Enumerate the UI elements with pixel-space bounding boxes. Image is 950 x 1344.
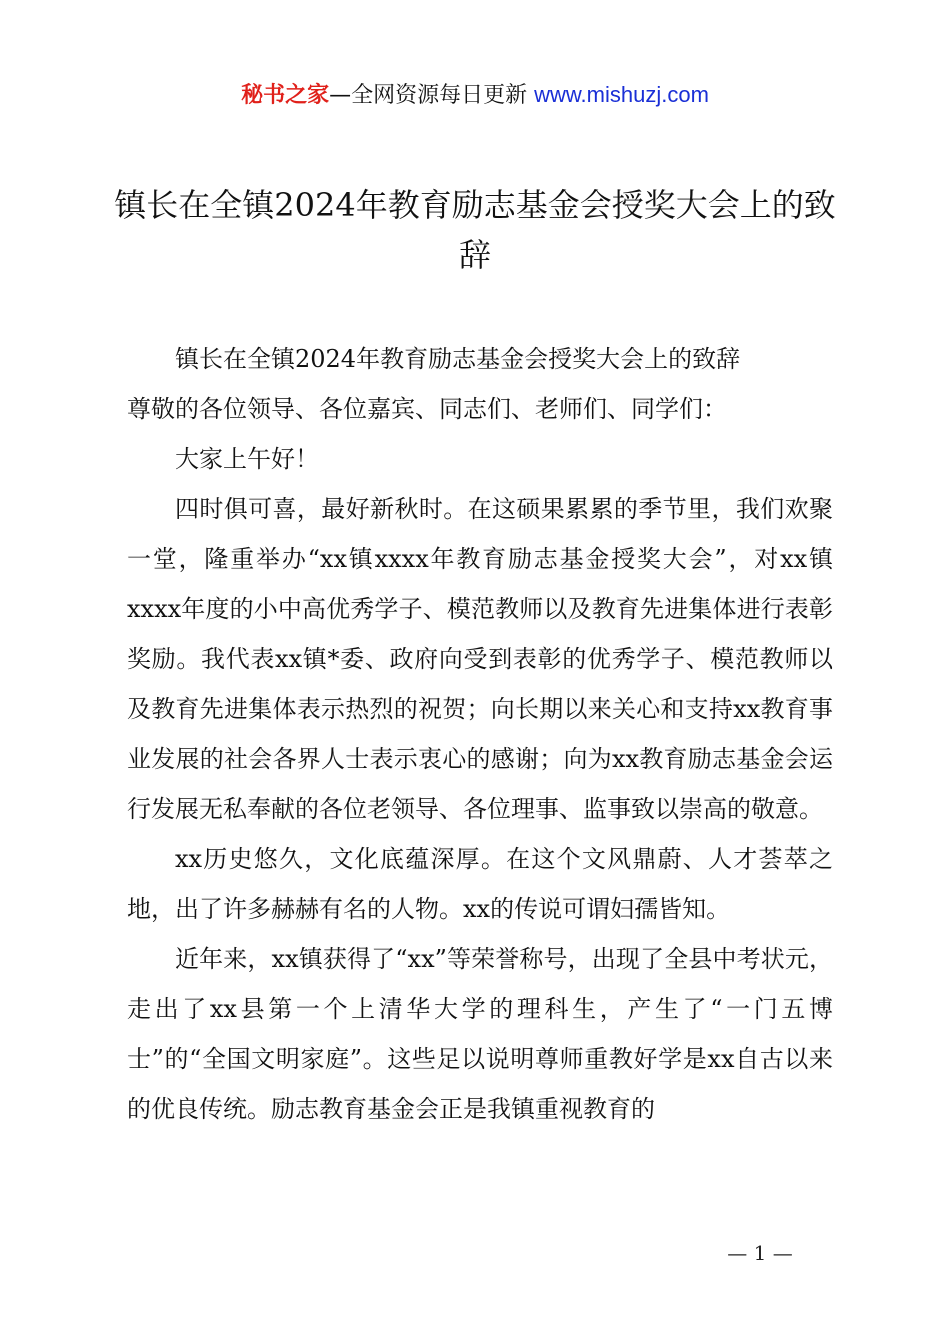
site-header [0, 80, 950, 111]
document-body [127, 334, 833, 1134]
website-link[interactable]: www.mishuzj.com [534, 82, 709, 107]
header-slogan: —全网资源每日更新 [329, 83, 528, 108]
paragraph-achievements: 近年来，xx镇获得了“xx”等荣誉称号，出现了全县中考状元，走出了xx县第一个上清华大学的理科生，产生了“一门五博士”的“全国文明家庭”。这些足以说明尊师重教好学是xx自古以来的优良传统。励志教育基金会正是我镇重视教育的 [127, 945, 833, 1123]
paragraph-heading-repeat: 镇长在全镇2024年教育励志基金会授奖大会上的致辞 [175, 345, 741, 373]
paragraph-greeting: 大家上午好！ [175, 445, 319, 473]
page-number: — 1 — [727, 1241, 793, 1265]
brand-name: 秘书之家 [241, 83, 330, 108]
paragraph-opening: 四时俱可喜，最好新秋时。在这硕果累累的季节里，我们欢聚一堂，隆重举办“xx镇xxxx年教育励志基金授奖大会”，对xx镇xxxx年度的小中高优秀学子、模范教师以及教育先进集体进行表彰奖励。我代表xx镇*委、政府向受到表彰的优秀学子、模范教师以及教育先进集体表示热烈的祝贺；向长期以来关心和支持xx教育事业发展的社会各界人士表示衷心的感谢；向为xx教育励志基金会运行发展无私奉献的各位老领导、各位理事、监事致以崇高的敬意。 [127, 495, 833, 823]
paragraph-salutation: 尊敬的各位领导、各位嘉宾、同志们、老师们、同学们： [127, 395, 727, 423]
document-title: 镇长在全镇2024年教育励志基金会授奖大会上的致辞 [114, 186, 836, 274]
paragraph-history: xx历史悠久，文化底蕴深厚。在这个文风鼎蔚、人才荟萃之地，出了许多赫赫有名的人物。xx的传说可谓妇孺皆知。 [127, 845, 833, 923]
